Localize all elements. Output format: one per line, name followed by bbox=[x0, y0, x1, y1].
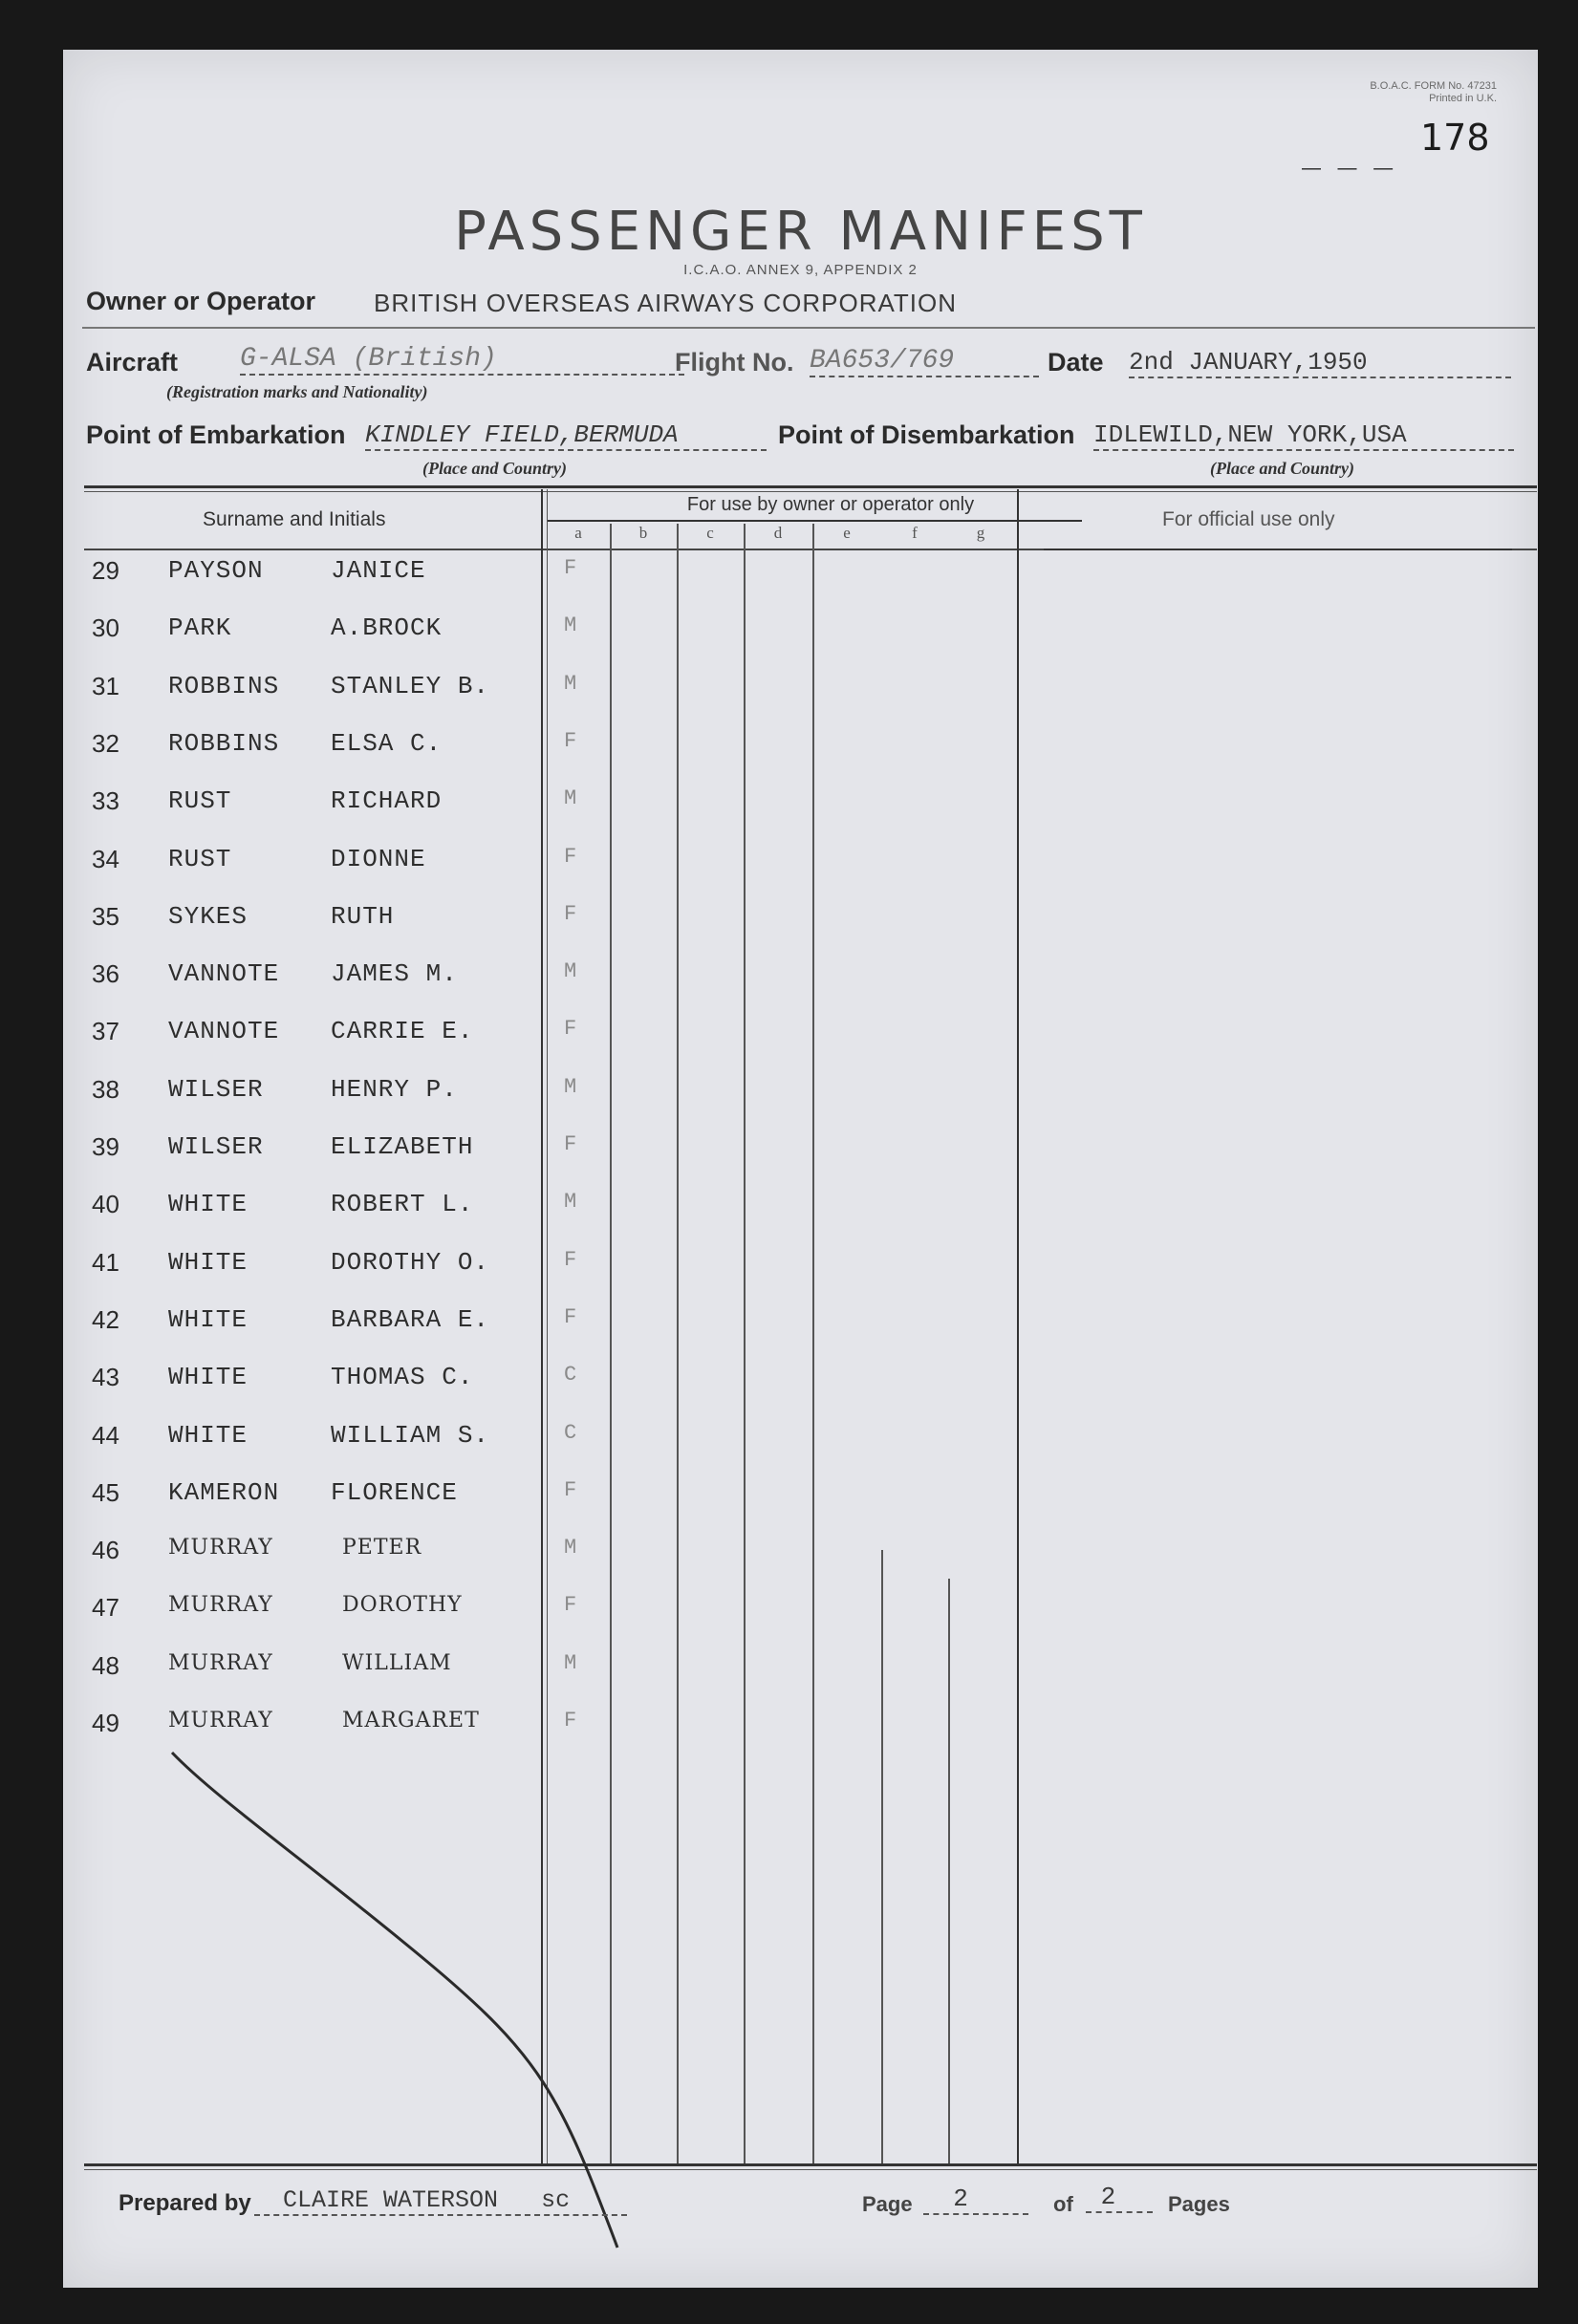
name-column-header: Surname and Initials bbox=[203, 508, 386, 530]
prepared-by-value bbox=[254, 2186, 627, 2216]
sex-cell: F bbox=[564, 1017, 577, 1041]
initials-cell: THOMAS C. bbox=[331, 1363, 474, 1391]
flight-label: Flight No. bbox=[675, 348, 794, 377]
row-number: 38 bbox=[92, 1075, 119, 1104]
page-value: 2 bbox=[953, 2184, 968, 2213]
initials-cell: FLORENCE bbox=[331, 1478, 458, 1507]
sub-col-b: b bbox=[638, 524, 648, 542]
aircraft-value: G-ALSA (British) bbox=[240, 344, 684, 376]
flight-value: BA653/769 bbox=[810, 346, 1039, 377]
initials-cell: A.BROCK bbox=[331, 613, 443, 642]
initials-cell: MARGARET bbox=[342, 1709, 480, 1732]
row-number: 39 bbox=[92, 1132, 119, 1161]
sex-cell: F bbox=[564, 556, 577, 580]
surname-cell: SYKES bbox=[168, 902, 249, 931]
surname-cell: RUST bbox=[168, 845, 232, 873]
aircraft-label: Aircraft bbox=[86, 348, 179, 377]
initials-cell: DIONNE bbox=[331, 845, 426, 873]
row-number: 29 bbox=[92, 556, 119, 585]
cancel-stroke bbox=[63, 50, 1538, 2288]
surname-cell: WHITE bbox=[168, 1248, 249, 1277]
initials-cell: RICHARD bbox=[331, 786, 443, 815]
page-label: Page bbox=[862, 2192, 913, 2216]
row-number: 49 bbox=[92, 1709, 119, 1737]
initials-cell: JAMES M. bbox=[331, 959, 458, 988]
form-print-line: Printed in U.K. bbox=[1429, 93, 1497, 104]
initials-cell: CARRIE E. bbox=[331, 1017, 474, 1045]
owner-label: Owner or Operator bbox=[86, 287, 316, 315]
sex-cell: F bbox=[564, 1709, 577, 1732]
sub-col-c: c bbox=[706, 524, 714, 542]
surname-cell: RUST bbox=[168, 786, 232, 815]
row-number: 36 bbox=[92, 959, 119, 988]
sex-cell: M bbox=[564, 959, 577, 983]
surname-cell: VANNOTE bbox=[168, 1017, 280, 1045]
sex-cell: C bbox=[564, 1421, 577, 1445]
of-label: of bbox=[1053, 2192, 1073, 2216]
sex-cell: F bbox=[564, 1248, 577, 1272]
embarkation-label: Point of Embarkation bbox=[86, 420, 346, 449]
surname-cell: VANNOTE bbox=[168, 959, 280, 988]
row-number: 43 bbox=[92, 1363, 119, 1391]
initials-cell: PETER bbox=[342, 1536, 422, 1560]
page-subtitle: I.C.A.O. ANNEX 9, APPENDIX 2 bbox=[683, 262, 918, 278]
disembarkation-value: IDLEWILD,NEW YORK,USA bbox=[1093, 420, 1514, 451]
surname-cell: MURRAY bbox=[168, 1709, 273, 1732]
surname-cell: KAMERON bbox=[168, 1478, 280, 1507]
row-number: 35 bbox=[92, 902, 119, 931]
initials-cell: WILLIAM S. bbox=[331, 1421, 490, 1450]
initials-cell: ROBERT L. bbox=[331, 1190, 474, 1218]
total-pages-value: 2 bbox=[1100, 2183, 1116, 2211]
sub-col-a: a bbox=[574, 524, 582, 542]
surname-cell: MURRAY bbox=[168, 1593, 273, 1617]
sex-cell: F bbox=[564, 729, 577, 753]
sex-cell: M bbox=[564, 786, 577, 810]
prepared-by-label: Prepared by bbox=[119, 2190, 251, 2216]
sex-cell: M bbox=[564, 1651, 577, 1675]
sex-cell: F bbox=[564, 1593, 577, 1617]
sex-cell: F bbox=[564, 1305, 577, 1329]
form-id-line: B.O.A.C. FORM No. 47231 bbox=[1370, 80, 1497, 92]
initials-cell: WILLIAM bbox=[342, 1651, 452, 1675]
page-title: PASSENGER MANIFEST bbox=[454, 201, 1147, 263]
preparer-name: CLAIRE WATERSON bbox=[283, 2186, 499, 2214]
page-dash-mark: — — — bbox=[1302, 158, 1399, 179]
manifest-sheet bbox=[63, 50, 1538, 2288]
surname-cell: WHITE bbox=[168, 1363, 249, 1391]
cancel-stroke-line bbox=[172, 1753, 617, 2248]
page-number: 178 bbox=[1420, 117, 1490, 159]
preparer-suffix: sc bbox=[541, 2186, 571, 2214]
surname-cell: MURRAY bbox=[168, 1536, 273, 1560]
initials-cell: DOROTHY O. bbox=[331, 1248, 490, 1277]
date-value: 2nd JANUARY,1950 bbox=[1129, 348, 1511, 378]
row-number: 34 bbox=[92, 845, 119, 873]
owner-use-header: For use by owner or operator only bbox=[686, 494, 975, 515]
sex-cell: F bbox=[564, 902, 577, 926]
sub-col-f: f bbox=[912, 524, 918, 542]
row-number: 44 bbox=[92, 1421, 119, 1450]
disembarkation-label: Point of Disembarkation bbox=[778, 420, 1075, 449]
row-number: 37 bbox=[92, 1017, 119, 1045]
surname-cell: WHITE bbox=[168, 1190, 249, 1218]
sub-col-g: g bbox=[976, 524, 985, 542]
row-number: 45 bbox=[92, 1478, 119, 1507]
row-number: 30 bbox=[92, 613, 119, 642]
surname-cell: PAYSON bbox=[168, 556, 264, 585]
surname-cell: ROBBINS bbox=[168, 672, 280, 700]
of-value-field bbox=[1086, 2183, 1153, 2213]
row-number: 40 bbox=[92, 1190, 119, 1218]
initials-cell: STANLEY B. bbox=[331, 672, 490, 700]
sex-cell: M bbox=[564, 613, 577, 637]
embarkation-note: (Place and Country) bbox=[422, 459, 567, 478]
row-number: 32 bbox=[92, 729, 119, 758]
surname-cell: WILSER bbox=[168, 1132, 264, 1161]
initials-cell: DOROTHY bbox=[342, 1593, 463, 1617]
surname-cell: WHITE bbox=[168, 1421, 249, 1450]
aircraft-note: (Registration marks and Nationality) bbox=[166, 382, 428, 401]
surname-cell: ROBBINS bbox=[168, 729, 280, 758]
surname-cell: MURRAY bbox=[168, 1651, 273, 1675]
row-number: 31 bbox=[92, 672, 119, 700]
initials-cell: ELIZABETH bbox=[331, 1132, 474, 1161]
sex-cell: M bbox=[564, 1075, 577, 1099]
initials-cell: JANICE bbox=[331, 556, 426, 585]
disembarkation-note: (Place and Country) bbox=[1210, 459, 1354, 478]
surname-cell: WHITE bbox=[168, 1305, 249, 1334]
sub-col-d: d bbox=[773, 524, 783, 542]
surname-cell: WILSER bbox=[168, 1075, 264, 1104]
pages-label: Pages bbox=[1168, 2192, 1230, 2216]
sex-cell: F bbox=[564, 845, 577, 869]
sex-cell: M bbox=[564, 1190, 577, 1214]
embarkation-value: KINDLEY FIELD,BERMUDA bbox=[365, 420, 767, 451]
row-number: 41 bbox=[92, 1248, 119, 1277]
row-number: 33 bbox=[92, 786, 119, 815]
date-label: Date bbox=[1048, 348, 1104, 377]
row-number: 46 bbox=[92, 1536, 119, 1564]
row-number: 48 bbox=[92, 1651, 119, 1680]
initials-cell: ELSA C. bbox=[331, 729, 443, 758]
sex-cell: M bbox=[564, 1536, 577, 1560]
sex-cell: M bbox=[564, 672, 577, 696]
row-number: 47 bbox=[92, 1593, 119, 1622]
page-value-field bbox=[923, 2184, 1028, 2215]
sex-cell: F bbox=[564, 1478, 577, 1502]
sex-cell: F bbox=[564, 1132, 577, 1156]
initials-cell: RUTH bbox=[331, 902, 395, 931]
initials-cell: HENRY P. bbox=[331, 1075, 458, 1104]
row-number: 42 bbox=[92, 1305, 119, 1334]
official-use-header: For official use only bbox=[1162, 508, 1335, 530]
sex-cell: C bbox=[564, 1363, 577, 1387]
owner-value: BRITISH OVERSEAS AIRWAYS CORPORATION bbox=[374, 289, 958, 317]
sub-col-e: e bbox=[843, 524, 851, 542]
initials-cell: BARBARA E. bbox=[331, 1305, 490, 1334]
surname-cell: PARK bbox=[168, 613, 232, 642]
